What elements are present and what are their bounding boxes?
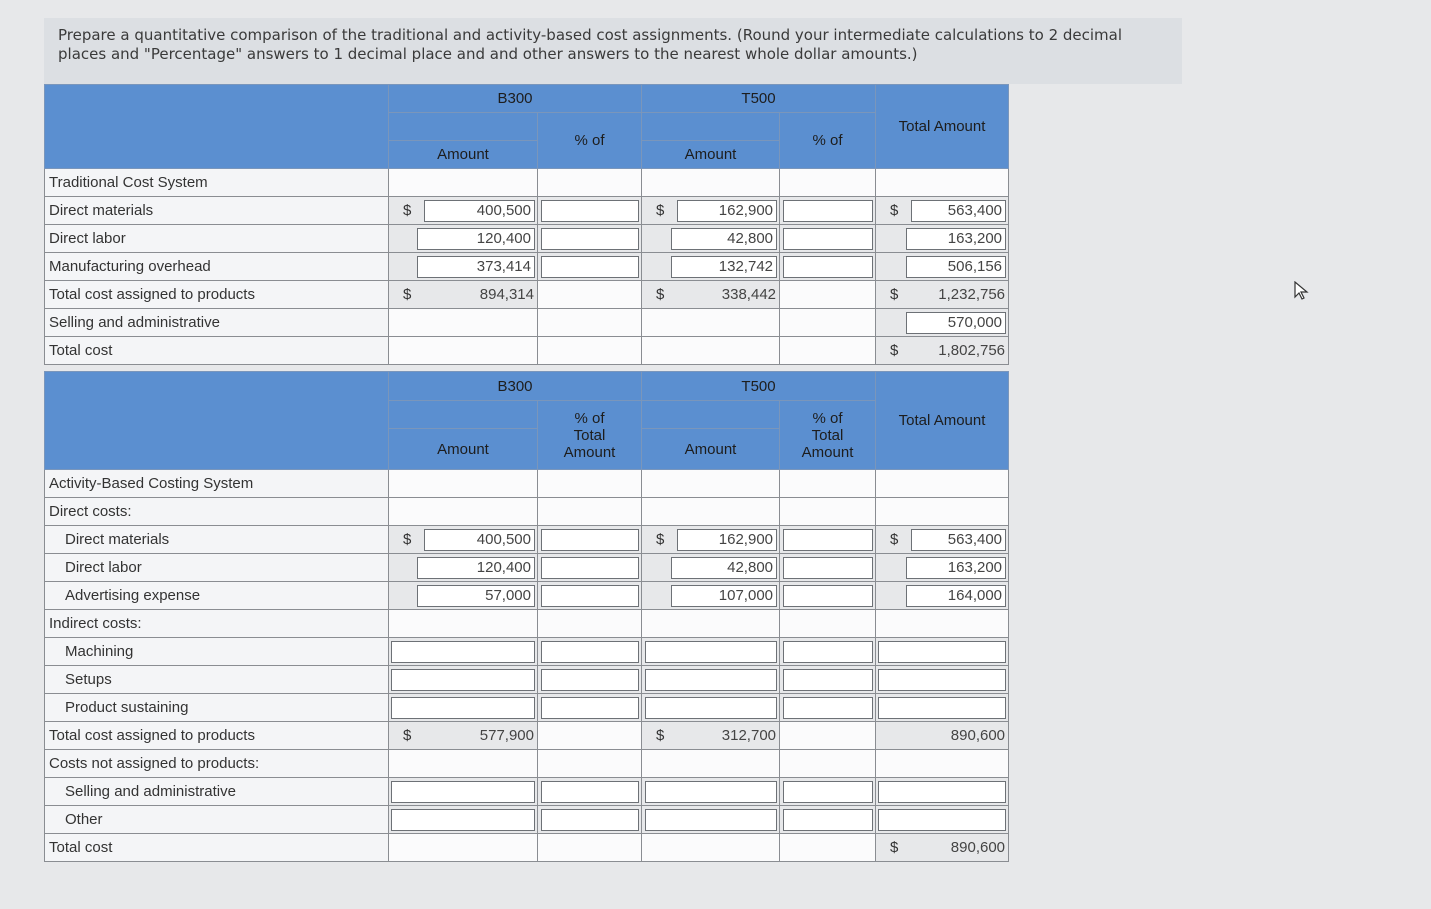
amount-input[interactable] [391,641,535,663]
percent-input[interactable] [783,697,873,719]
percent-input[interactable] [783,256,873,278]
percent-input[interactable] [541,256,639,278]
row-label: Total cost [45,834,389,862]
total-input[interactable]: 506,156 [906,256,1006,278]
traditional-header-row-1 [45,85,1009,113]
table-row [45,309,1009,337]
indirect-costs-row [45,610,1009,638]
comparison-table [44,84,1009,862]
direct-costs-label: Direct costs: [45,498,389,526]
traditional-section-label: Traditional Cost System [45,169,389,197]
percent-input[interactable] [783,529,873,551]
row-label[interactable]: Selling and administrative [45,309,389,337]
header-total-amount: Total Amount [876,372,1009,470]
header-blank [45,85,389,169]
table-row: Direct materials $ 400,500 $ 162,900 $ 563,400 [45,526,1009,554]
table-row [45,806,1009,834]
total-input[interactable]: 563,400 [911,200,1006,222]
row-label[interactable]: Product sustaining [45,694,389,722]
amount-input[interactable] [645,697,777,719]
row-label[interactable]: Manufacturing overhead [45,253,389,281]
table-row [45,582,1009,610]
row-label[interactable]: Selling and administrative [45,778,389,806]
percent-input[interactable] [541,557,639,579]
total-input[interactable]: 164,000 [906,585,1006,607]
header-amount-b300-top [389,401,538,429]
header-pct-t500: % of Total Amount [780,401,876,470]
table-row [45,778,1009,806]
row-label: Total cost assigned to products [45,281,389,309]
instructions-panel [44,18,1182,84]
instructions-text: Prepare a quantitative comparison of the traditional and activity-based cost assignments. (Round your intermediate calculations to 2 decimal places and "Percentage" answers to 1 decimal place and and other answers to the nearest whole dollar amounts.) [58,26,1123,63]
header-total-amount: Total Amount [876,85,1009,169]
amount-value: 338,442 [721,286,777,303]
amount-input[interactable]: 162,900 [677,200,777,222]
header-pct-b300: % of Total Amount [538,401,642,470]
total-input[interactable] [878,641,1006,663]
amount-input[interactable]: 132,742 [671,256,777,278]
header-amount-b300: Amount [389,429,538,470]
table-row [45,694,1009,722]
row-label[interactable]: Advertising expense [45,582,389,610]
total-value: 890,600 [950,727,1006,744]
percent-input[interactable] [783,669,873,691]
header-t500: T500 [642,372,876,401]
header-t500: T500 [642,85,876,113]
header-pct-b300: % of [538,113,642,169]
amount-value: 894,314 [479,286,534,303]
total-input[interactable] [878,781,1006,803]
amount-input[interactable]: 107,000 [671,585,777,607]
table-row: Direct materials $ 400,500 $ 162,900 $ 563,400 [45,197,1009,225]
percent-input[interactable] [541,781,639,803]
header-pct-t500: % of [780,113,876,169]
total-input[interactable] [878,669,1006,691]
percent-input[interactable] [783,781,873,803]
header-amount-t500: Amount [642,429,780,470]
amount-input[interactable] [391,781,535,803]
header-blank [45,372,389,470]
table-row [45,253,1009,281]
table-row [45,225,1009,253]
header-amount-b300: Amount [389,141,538,169]
amount-value: 312,700 [721,727,777,744]
amount-input[interactable] [391,669,535,691]
row-label[interactable]: Direct materials [45,526,389,554]
header-amount-t500: Amount [642,141,780,169]
table-row: Total cost assigned to products $ 894,314 $ 338,442 $ 1,232,756 [45,281,1009,309]
total-value: 1,232,756 [938,286,1006,303]
percent-input[interactable] [783,557,873,579]
table-row [45,554,1009,582]
row-label[interactable]: Direct labor [45,225,389,253]
amount-input[interactable]: 42,800 [671,228,777,250]
amount-input[interactable] [391,809,535,831]
percent-input[interactable] [783,585,873,607]
header-b300: B300 [389,372,642,401]
percent-input[interactable] [541,809,639,831]
percent-input[interactable] [783,641,873,663]
row-label: Total cost [45,337,389,365]
row-label[interactable]: Direct labor [45,554,389,582]
header-amount-t500-top [642,401,780,429]
percent-input[interactable] [541,697,639,719]
amount-value: 577,900 [479,727,534,744]
percent-input[interactable] [541,228,639,250]
total-value: 1,802,756 [938,342,1006,359]
total-input[interactable] [878,697,1006,719]
row-label[interactable]: Other [45,806,389,834]
header-amount-t500-top [642,113,780,141]
percent-input[interactable] [541,585,639,607]
percent-input[interactable] [541,200,639,222]
abc-header-row-1 [45,372,1009,401]
amount-input[interactable] [645,669,777,691]
total-value: 890,600 [950,839,1006,856]
table-row [45,638,1009,666]
table-row: Total cost $ 890,600 [45,834,1009,862]
amount-input[interactable] [391,697,535,719]
header-b300: B300 [389,85,642,113]
row-label[interactable]: Setups [45,666,389,694]
table-row [45,666,1009,694]
abc-section-label: Activity-Based Costing System [45,470,389,498]
total-input[interactable]: 563,400 [911,529,1006,551]
row-label: Total cost assigned to products [45,722,389,750]
percent-input[interactable] [783,809,873,831]
mouse-cursor-icon [1293,281,1311,301]
direct-costs-row [45,498,1009,526]
total-input[interactable]: 570,000 [906,312,1006,334]
total-input[interactable] [878,809,1006,831]
not-assigned-row [45,750,1009,778]
traditional-section-row [45,169,1009,197]
amount-input[interactable] [645,809,777,831]
amount-input[interactable] [645,781,777,803]
amount-input[interactable]: 42,800 [671,557,777,579]
percent-input[interactable] [783,200,873,222]
row-label[interactable]: Machining [45,638,389,666]
percent-input[interactable] [783,228,873,250]
amount-input[interactable] [645,641,777,663]
table-row: Total cost assigned to products $ 577,900 $ 312,700 890,600 [45,722,1009,750]
amount-input[interactable]: 400,500 [424,200,535,222]
not-assigned-label: Costs not assigned to products: [45,750,389,778]
amount-input[interactable]: 57,000 [417,585,535,607]
abc-section-row [45,470,1009,498]
percent-input[interactable] [541,641,639,663]
amount-input[interactable]: 373,414 [417,256,535,278]
table-row: Total cost $ 1,802,756 [45,337,1009,365]
total-input[interactable]: 163,200 [906,228,1006,250]
header-amount-b300-top [389,113,538,141]
percent-input[interactable] [541,669,639,691]
total-input[interactable]: 163,200 [906,557,1006,579]
indirect-costs-label: Indirect costs: [45,610,389,638]
amount-input[interactable]: 162,900 [677,529,777,551]
amount-input[interactable]: 120,400 [417,557,535,579]
row-label[interactable]: Direct materials [45,197,389,225]
percent-input[interactable] [541,529,639,551]
amount-input[interactable]: 400,500 [424,529,535,551]
amount-input[interactable]: 120,400 [417,228,535,250]
